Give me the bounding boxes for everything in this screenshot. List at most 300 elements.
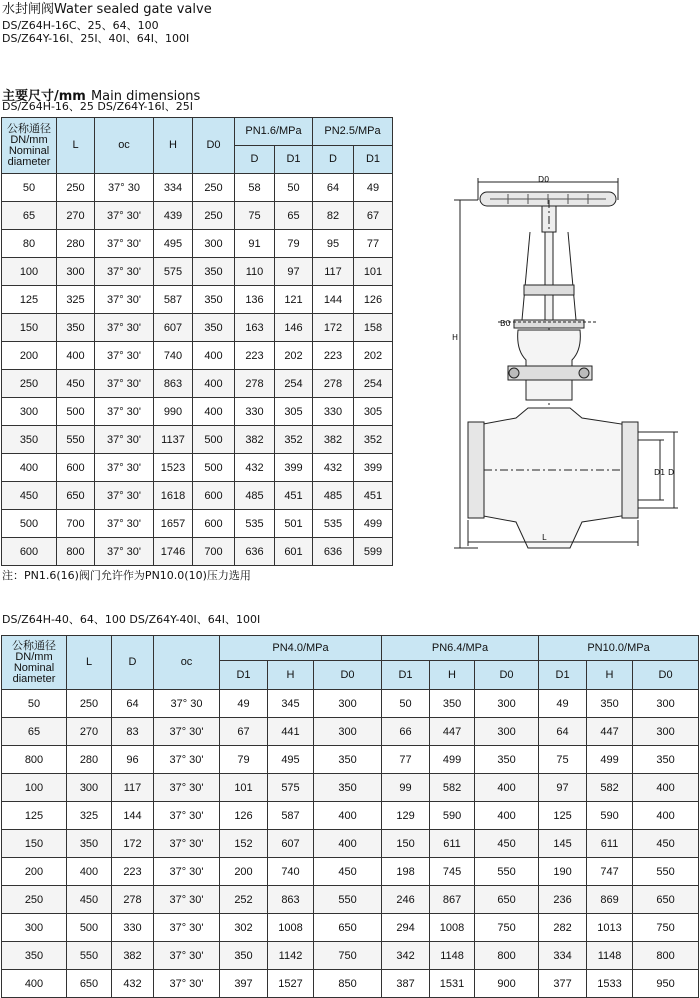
table-cell: 500 (193, 426, 235, 454)
table-cell: 50 (2, 174, 57, 202)
table-cell: 163 (235, 314, 275, 342)
table-cell: 601 (275, 538, 313, 566)
table-cell: 350 (633, 746, 699, 774)
header-pn25-D1: D1 (354, 146, 393, 174)
table-cell: 400 (2, 970, 67, 998)
table-cell: 1148 (430, 942, 475, 970)
table-row (2, 482, 393, 510)
table2-subtitle: DS/Z64H-40、64、100 DS/Z64Y-40I、64I、100I (2, 613, 261, 626)
table-cell: 400 (314, 830, 382, 858)
table-cell: 75 (235, 202, 275, 230)
table-cell: 252 (220, 886, 268, 914)
table-cell: 66 (382, 718, 430, 746)
table-cell: 650 (314, 914, 382, 942)
table-cell: 400 (193, 342, 235, 370)
table-cell: 300 (314, 690, 382, 718)
table-cell: 350 (193, 258, 235, 286)
table-cell: 350 (475, 746, 539, 774)
table-cell: 750 (633, 914, 699, 942)
yoke-clamp (524, 285, 574, 295)
table-cell: 95 (313, 230, 354, 258)
table-cell: 325 (67, 802, 112, 830)
table-row (2, 370, 393, 398)
table-cell: 330 (112, 914, 154, 942)
table-cell: 350 (220, 942, 268, 970)
model-list-y: DS/Z64Y-16I、25I、40I、64I、100I (2, 32, 190, 45)
table-cell: 650 (67, 970, 112, 998)
table-cell: 636 (313, 538, 354, 566)
table-row (2, 454, 393, 482)
table-cell: 64 (313, 174, 354, 202)
table-cell: 101 (354, 258, 393, 286)
table-cell: 600 (2, 538, 57, 566)
table-cell: 400 (314, 802, 382, 830)
table-cell: 400 (193, 398, 235, 426)
table-cell: 325 (57, 286, 95, 314)
yoke-right (568, 232, 576, 320)
table-row (2, 942, 699, 970)
table-cell: 121 (275, 286, 313, 314)
table-cell: 550 (475, 858, 539, 886)
table-row (2, 970, 699, 998)
table-cell: 300 (314, 718, 382, 746)
table-cell: 37° 30' (154, 718, 220, 746)
table-cell: 745 (430, 858, 475, 886)
header-pn25-D: D (313, 146, 354, 174)
table-cell: 550 (633, 858, 699, 886)
table-cell: 500 (193, 454, 235, 482)
table-cell: 300 (633, 690, 699, 718)
dimensions-table-pn40-100 (1, 635, 699, 998)
label-l: L (542, 533, 547, 542)
table-cell: 117 (313, 258, 354, 286)
table-cell: 200 (220, 858, 268, 886)
table-cell: 97 (539, 774, 587, 802)
table-cell: 350 (2, 426, 57, 454)
section-heading-cn: 主要尺寸/mm (2, 89, 86, 104)
table-cell: 400 (193, 370, 235, 398)
header-pn16-D: D (235, 146, 275, 174)
outlet-end (622, 422, 638, 518)
table-cell: 250 (2, 370, 57, 398)
table-cell: 150 (382, 830, 430, 858)
header-pn100-D0: D0 (633, 661, 699, 690)
table-cell: 223 (313, 342, 354, 370)
table-cell: 400 (475, 774, 539, 802)
table-cell: 64 (112, 690, 154, 718)
table-cell: 37° 30 (95, 174, 154, 202)
table-cell: 607 (154, 314, 193, 342)
table-cell: 83 (112, 718, 154, 746)
table-row (2, 914, 699, 942)
table-cell: 37° 30' (154, 942, 220, 970)
table-cell: 172 (112, 830, 154, 858)
table-cell: 97 (275, 258, 313, 286)
table-cell: 863 (268, 886, 314, 914)
table-cell: 79 (220, 746, 268, 774)
table-cell: 611 (430, 830, 475, 858)
header-H: H (154, 118, 193, 174)
table-cell: 50 (275, 174, 313, 202)
table-cell: 294 (382, 914, 430, 942)
yoke-left (522, 232, 530, 320)
table-cell: 499 (354, 510, 393, 538)
table-cell: 223 (235, 342, 275, 370)
table-cell: 136 (235, 286, 275, 314)
table-cell: 37° 30' (95, 426, 154, 454)
table-cell: 37° 30' (95, 370, 154, 398)
table-cell: 800 (633, 942, 699, 970)
table-row (2, 314, 393, 342)
table-cell: 100 (2, 774, 67, 802)
table-cell: 800 (57, 538, 95, 566)
table-row (2, 746, 699, 774)
table-cell: 575 (268, 774, 314, 802)
table-cell: 150 (2, 830, 67, 858)
table-row (2, 538, 393, 566)
table-cell: 37° 30' (95, 510, 154, 538)
table-cell: 305 (354, 398, 393, 426)
table-cell: 270 (67, 718, 112, 746)
table-cell: 550 (67, 942, 112, 970)
table-cell: 49 (354, 174, 393, 202)
table-cell: 117 (112, 774, 154, 802)
table-cell: 37° 30' (154, 830, 220, 858)
table-cell: 37° 30' (95, 398, 154, 426)
table-cell: 126 (354, 286, 393, 314)
header-nominal-diameter: 公称通径 DN/mm Nominal diameter (2, 118, 57, 174)
table-cell: 600 (193, 510, 235, 538)
header-pn40-D0: D0 (314, 661, 382, 690)
table-cell: 158 (354, 314, 393, 342)
table-cell: 49 (220, 690, 268, 718)
table-cell: 50 (2, 690, 67, 718)
table-cell: 250 (67, 690, 112, 718)
header-D: D (112, 636, 154, 690)
table-cell: 535 (235, 510, 275, 538)
table-cell: 387 (382, 970, 430, 998)
table-cell: 590 (430, 802, 475, 830)
table-cell: 200 (2, 342, 57, 370)
table-cell: 740 (154, 342, 193, 370)
table-cell: 75 (539, 746, 587, 774)
table-cell: 439 (154, 202, 193, 230)
table-cell: 450 (2, 482, 57, 510)
table-cell: 305 (275, 398, 313, 426)
table-cell: 254 (354, 370, 393, 398)
table-row (2, 174, 393, 202)
table-cell: 99 (382, 774, 430, 802)
table-row (2, 830, 699, 858)
table-cell: 37° 30' (154, 914, 220, 942)
table-cell: 278 (313, 370, 354, 398)
table-cell: 37° 30' (95, 538, 154, 566)
table-cell: 270 (57, 202, 95, 230)
table-cell: 67 (354, 202, 393, 230)
table-cell: 300 (2, 914, 67, 942)
table-cell: 350 (430, 690, 475, 718)
table-row (2, 718, 699, 746)
table-cell: 125 (2, 286, 57, 314)
table-cell: 246 (382, 886, 430, 914)
header-oc: oc (95, 118, 154, 174)
table-cell: 450 (57, 370, 95, 398)
table-cell: 37° 30' (154, 886, 220, 914)
table-cell: 37° 30' (95, 482, 154, 510)
table-cell: 450 (475, 830, 539, 858)
table-cell: 282 (539, 914, 587, 942)
header-pn40: PN4.0/MPa (220, 636, 382, 661)
table-cell: 382 (112, 942, 154, 970)
table-cell: 451 (354, 482, 393, 510)
table-cell: 37° 30' (95, 286, 154, 314)
table-cell: 863 (154, 370, 193, 398)
table-cell: 650 (633, 886, 699, 914)
stem (545, 232, 553, 322)
table-cell: 198 (382, 858, 430, 886)
table-cell: 125 (539, 802, 587, 830)
table-row (2, 202, 393, 230)
table-cell: 740 (268, 858, 314, 886)
table-cell: 451 (275, 482, 313, 510)
table-cell: 77 (382, 746, 430, 774)
table-row (2, 858, 699, 886)
bonnet (518, 330, 581, 400)
table-cell: 1533 (587, 970, 633, 998)
table-cell: 582 (587, 774, 633, 802)
header-pn100-H: H (587, 661, 633, 690)
section-heading-en: Main dimensions (90, 89, 201, 104)
table-cell: 535 (313, 510, 354, 538)
table-cell: 590 (587, 802, 633, 830)
table-cell: 65 (2, 718, 67, 746)
table-cell: 37° 30' (95, 258, 154, 286)
table-row (2, 886, 699, 914)
table-cell: 146 (275, 314, 313, 342)
header-pn64-D0: D0 (475, 661, 539, 690)
table-cell: 399 (275, 454, 313, 482)
table-cell: 37° 30' (154, 970, 220, 998)
table-cell: 587 (268, 802, 314, 830)
table-cell: 1657 (154, 510, 193, 538)
label-d1: D1 (654, 468, 666, 477)
table-cell: 100 (2, 258, 57, 286)
table-cell: 300 (67, 774, 112, 802)
header-pn16-D1: D1 (275, 146, 313, 174)
table-cell: 700 (57, 510, 95, 538)
table-cell: 800 (2, 746, 67, 774)
table-cell: 250 (57, 174, 95, 202)
inlet-end (468, 422, 484, 518)
table-cell: 250 (2, 886, 67, 914)
table-cell: 1142 (268, 942, 314, 970)
table-cell: 37° 30' (154, 858, 220, 886)
table-cell: 636 (235, 538, 275, 566)
table-cell: 37° 30' (95, 230, 154, 258)
header-pn25: PN2.5/MPa (313, 118, 393, 146)
table-cell: 350 (57, 314, 95, 342)
table-cell: 144 (112, 802, 154, 830)
table-cell: 280 (67, 746, 112, 774)
header-nominal-diameter: 公称通径 DN/mm Nominal diameter (2, 636, 67, 690)
table-cell: 65 (275, 202, 313, 230)
table-cell: 400 (2, 454, 57, 482)
table-cell: 172 (313, 314, 354, 342)
table-cell: 352 (275, 426, 313, 454)
table-cell: 278 (235, 370, 275, 398)
table-cell: 432 (235, 454, 275, 482)
table-cell: 485 (235, 482, 275, 510)
header-L: L (67, 636, 112, 690)
table-cell: 1148 (587, 942, 633, 970)
table-cell: 79 (275, 230, 313, 258)
table-cell: 485 (313, 482, 354, 510)
table-cell: 352 (354, 426, 393, 454)
label-d0: D0 (538, 175, 550, 184)
table-cell: 600 (57, 454, 95, 482)
table-cell: 302 (220, 914, 268, 942)
table-cell: 400 (475, 802, 539, 830)
table-cell: 350 (193, 314, 235, 342)
table-cell: 611 (587, 830, 633, 858)
table-row (2, 398, 393, 426)
table-cell: 400 (57, 342, 95, 370)
table-row (2, 258, 393, 286)
table-cell: 64 (539, 718, 587, 746)
table-cell: 330 (313, 398, 354, 426)
header-oc: oc (154, 636, 220, 690)
table-cell: 202 (275, 342, 313, 370)
table-cell: 587 (154, 286, 193, 314)
table-cell: 1531 (430, 970, 475, 998)
table-cell: 1137 (154, 426, 193, 454)
table-cell: 350 (67, 830, 112, 858)
header-pn64: PN6.4/MPa (382, 636, 539, 661)
page-title: 水封闸阀Water sealed gate valve (2, 2, 212, 17)
table-cell: 250 (193, 202, 235, 230)
table1-note: 注：PN1.6(16)阀门允许作为PN10.0(10)压力选用 (2, 569, 251, 582)
table-cell: 250 (193, 174, 235, 202)
table-cell: 300 (193, 230, 235, 258)
table-cell: 65 (2, 202, 57, 230)
yoke-flange (514, 320, 584, 328)
table-cell: 500 (57, 398, 95, 426)
table-row (2, 286, 393, 314)
table-cell: 110 (235, 258, 275, 286)
table-row (2, 342, 393, 370)
header-pn100: PN10.0/MPa (539, 636, 699, 661)
table-cell: 280 (57, 230, 95, 258)
table-cell: 1527 (268, 970, 314, 998)
header-pn64-D1: D1 (382, 661, 430, 690)
table-cell: 202 (354, 342, 393, 370)
table-row (2, 230, 393, 258)
table-cell: 382 (235, 426, 275, 454)
table-cell: 126 (220, 802, 268, 830)
table-cell: 400 (633, 774, 699, 802)
table-cell: 334 (154, 174, 193, 202)
table-cell: 254 (275, 370, 313, 398)
table-cell: 145 (539, 830, 587, 858)
table-cell: 350 (193, 286, 235, 314)
table-cell: 747 (587, 858, 633, 886)
table-cell: 37° 30' (154, 746, 220, 774)
table-row (2, 510, 393, 538)
table-cell: 900 (475, 970, 539, 998)
table-cell: 300 (633, 718, 699, 746)
table-cell: 990 (154, 398, 193, 426)
header-D0: D0 (193, 118, 235, 174)
header-pn64-H: H (430, 661, 475, 690)
table-cell: 300 (57, 258, 95, 286)
label-d: D (668, 468, 675, 477)
table-cell: 501 (275, 510, 313, 538)
table1-subtitle: DS/Z64H-16、25 DS/Z64Y-16I、25I (2, 100, 193, 113)
table-cell: 152 (220, 830, 268, 858)
table-cell: 37° 30' (95, 202, 154, 230)
table-cell: 599 (354, 538, 393, 566)
table-cell: 800 (475, 942, 539, 970)
table-cell: 377 (539, 970, 587, 998)
table-cell: 49 (539, 690, 587, 718)
model-list-h: DS/Z64H-16C、25、64、100 (2, 19, 159, 32)
label-h: H (452, 333, 459, 342)
table-cell: 1523 (154, 454, 193, 482)
header-pn100-D1: D1 (539, 661, 587, 690)
header-L: L (57, 118, 95, 174)
table-cell: 499 (430, 746, 475, 774)
gate-valve-drawing (438, 170, 700, 570)
table-cell: 236 (539, 886, 587, 914)
table-cell: 67 (220, 718, 268, 746)
table-cell: 350 (587, 690, 633, 718)
table-row (2, 426, 393, 454)
valve-body (478, 408, 628, 548)
table-cell: 500 (67, 914, 112, 942)
table-row (2, 690, 699, 718)
table-cell: 300 (475, 690, 539, 718)
table-cell: 278 (112, 886, 154, 914)
table-cell: 582 (430, 774, 475, 802)
table-cell: 37° 30' (154, 774, 220, 802)
table-cell: 450 (633, 830, 699, 858)
table-cell: 500 (2, 510, 57, 538)
table-cell: 700 (193, 538, 235, 566)
table-cell: 300 (2, 398, 57, 426)
table-cell: 190 (539, 858, 587, 886)
table-cell: 1013 (587, 914, 633, 942)
table-cell: 342 (382, 942, 430, 970)
table-cell: 91 (235, 230, 275, 258)
table-cell: 447 (430, 718, 475, 746)
dimensions-table-pn16-25 (1, 117, 393, 566)
table-cell: 37° 30 (154, 690, 220, 718)
table-cell: 50 (382, 690, 430, 718)
table-cell: 37° 30' (95, 454, 154, 482)
header-pn40-H: H (268, 661, 314, 690)
table-cell: 350 (2, 942, 67, 970)
table-cell: 650 (475, 886, 539, 914)
table-cell: 350 (314, 774, 382, 802)
table-cell: 1008 (268, 914, 314, 942)
table-cell: 334 (539, 942, 587, 970)
table-cell: 150 (2, 314, 57, 342)
table-cell: 495 (154, 230, 193, 258)
table-row (2, 774, 699, 802)
table-cell: 550 (314, 886, 382, 914)
label-b0: B0 (500, 319, 511, 328)
table-cell: 600 (193, 482, 235, 510)
